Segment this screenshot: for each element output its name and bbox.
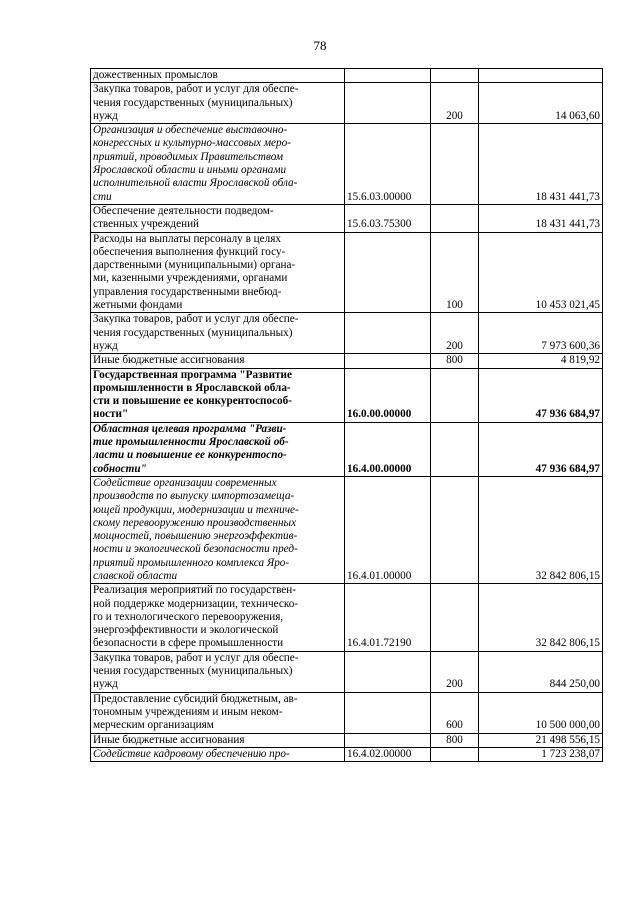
row-name: Обеспечение деятельности подведом- ственных учреждений: [91, 204, 345, 232]
page-number: 78: [313, 38, 327, 53]
table-row: [91, 422, 603, 476]
table-row: [91, 733, 603, 747]
table-row: [91, 584, 603, 651]
row-code: [345, 313, 431, 354]
row-expense-type: 200: [431, 83, 479, 124]
row-amount: 844 250,00: [479, 651, 603, 692]
row-expense-type: [431, 69, 479, 83]
row-name: Закупка товаров, работ и услуг для обеспе- чения государственных (муниципальных) нужд: [91, 83, 345, 124]
table-row: [91, 124, 603, 205]
row-amount: 10 453 021,45: [479, 232, 603, 313]
row-name: Организация и обеспечение выставочно- конгрессных и культурно-массовых меро- приятий, проводимых Правительством Ярославской области и иными органами исполнительной власти Ярославской обла- сти: [91, 124, 345, 205]
table-row: [91, 313, 603, 354]
row-amount: 18 431 441,73: [479, 124, 603, 205]
table-row: [91, 232, 603, 313]
row-amount: 14 063,60: [479, 83, 603, 124]
row-expense-type: [431, 747, 479, 761]
row-name: дожественных промыслов: [91, 69, 345, 83]
row-expense-type: [431, 476, 479, 583]
row-amount: 21 498 556,15: [479, 733, 603, 747]
row-code: 16.4.02.00000: [345, 747, 431, 761]
row-expense-type: 200: [431, 313, 479, 354]
table-row: [91, 651, 603, 692]
row-name: Реализация мероприятий по государствен- ной поддержке модернизации, техническо- го и технологического перевооружения, энергоэффективности и экологической безопасности в сфере промышленности: [91, 584, 345, 651]
row-name: Содействие организации современных производств по выпуску импортозамеща- ющей продукции, модернизации и техниче- скому перевооружению производственных мощностей, повышению энергоэффектив- ности и экологической безопасности пред- приятий промышленного комплекса Яро- славской области: [91, 476, 345, 583]
row-expense-type: 100: [431, 232, 479, 313]
row-code: 16.0.00.00000: [345, 368, 431, 422]
row-code: 16.4.01.72190: [345, 584, 431, 651]
row-name: Закупка товаров, работ и услуг для обеспе- чения государственных (муниципальных) нужд: [91, 313, 345, 354]
row-amount: 1 723 238,07: [479, 747, 603, 761]
row-expense-type: [431, 204, 479, 232]
budget-table-body: [91, 69, 603, 762]
row-expense-type: 600: [431, 692, 479, 733]
row-code: 16.4.00.00000: [345, 422, 431, 476]
row-code: [345, 692, 431, 733]
row-code: [345, 354, 431, 368]
row-expense-type: [431, 422, 479, 476]
row-amount: 10 500 000,00: [479, 692, 603, 733]
table-row: [91, 747, 603, 761]
table-row: [91, 692, 603, 733]
row-expense-type: 200: [431, 651, 479, 692]
row-amount: 47 936 684,97: [479, 422, 603, 476]
budget-table: [90, 68, 603, 762]
row-name: Государственная программа "Развитие промышленности в Ярославской обла- сти и повышение ее конкурентоспособ- ности": [91, 368, 345, 422]
row-name: Иные бюджетные ассигнования: [91, 354, 345, 368]
table-row: [91, 204, 603, 232]
row-code: [345, 651, 431, 692]
row-code: [345, 69, 431, 83]
table-row: [91, 69, 603, 83]
row-amount: 18 431 441,73: [479, 204, 603, 232]
row-code: [345, 232, 431, 313]
row-amount: 4 819,92: [479, 354, 603, 368]
row-code: [345, 83, 431, 124]
row-code: 16.4.01.00000: [345, 476, 431, 583]
row-amount: 32 842 806,15: [479, 584, 603, 651]
row-code: [345, 733, 431, 747]
row-amount: 7 973 600,36: [479, 313, 603, 354]
table-row: [91, 476, 603, 583]
row-name: Закупка товаров, работ и услуг для обеспе- чения государственных (муниципальных) нужд: [91, 651, 345, 692]
row-expense-type: [431, 584, 479, 651]
row-name: Содействие кадровому обеспечению про-: [91, 747, 345, 761]
row-name: Предоставление субсидий бюджетным, ав- тономным учреждениям и иным неком- мерческим организациям: [91, 692, 345, 733]
table-row: [91, 354, 603, 368]
table-row: [91, 83, 603, 124]
row-amount: [479, 69, 603, 83]
row-expense-type: [431, 124, 479, 205]
row-expense-type: [431, 368, 479, 422]
row-amount: 47 936 684,97: [479, 368, 603, 422]
row-name: Областная целевая программа "Разви- тие промышленности Ярославской об- ласти и повышение ее конкурентоспо- собности": [91, 422, 345, 476]
row-code: 15.6.03.75300: [345, 204, 431, 232]
row-expense-type: 800: [431, 354, 479, 368]
row-name: Расходы на выплаты персоналу в целях обеспечения выполнения функций госу- дарственными (муниципальными) органа- ми, казенными учреждениями, органами управления государственными внебюд- жетными фондами: [91, 232, 345, 313]
table-row: [91, 368, 603, 422]
row-name: Иные бюджетные ассигнования: [91, 733, 345, 747]
row-code: 15.6.03.00000: [345, 124, 431, 205]
row-expense-type: 800: [431, 733, 479, 747]
row-amount: 32 842 806,15: [479, 476, 603, 583]
